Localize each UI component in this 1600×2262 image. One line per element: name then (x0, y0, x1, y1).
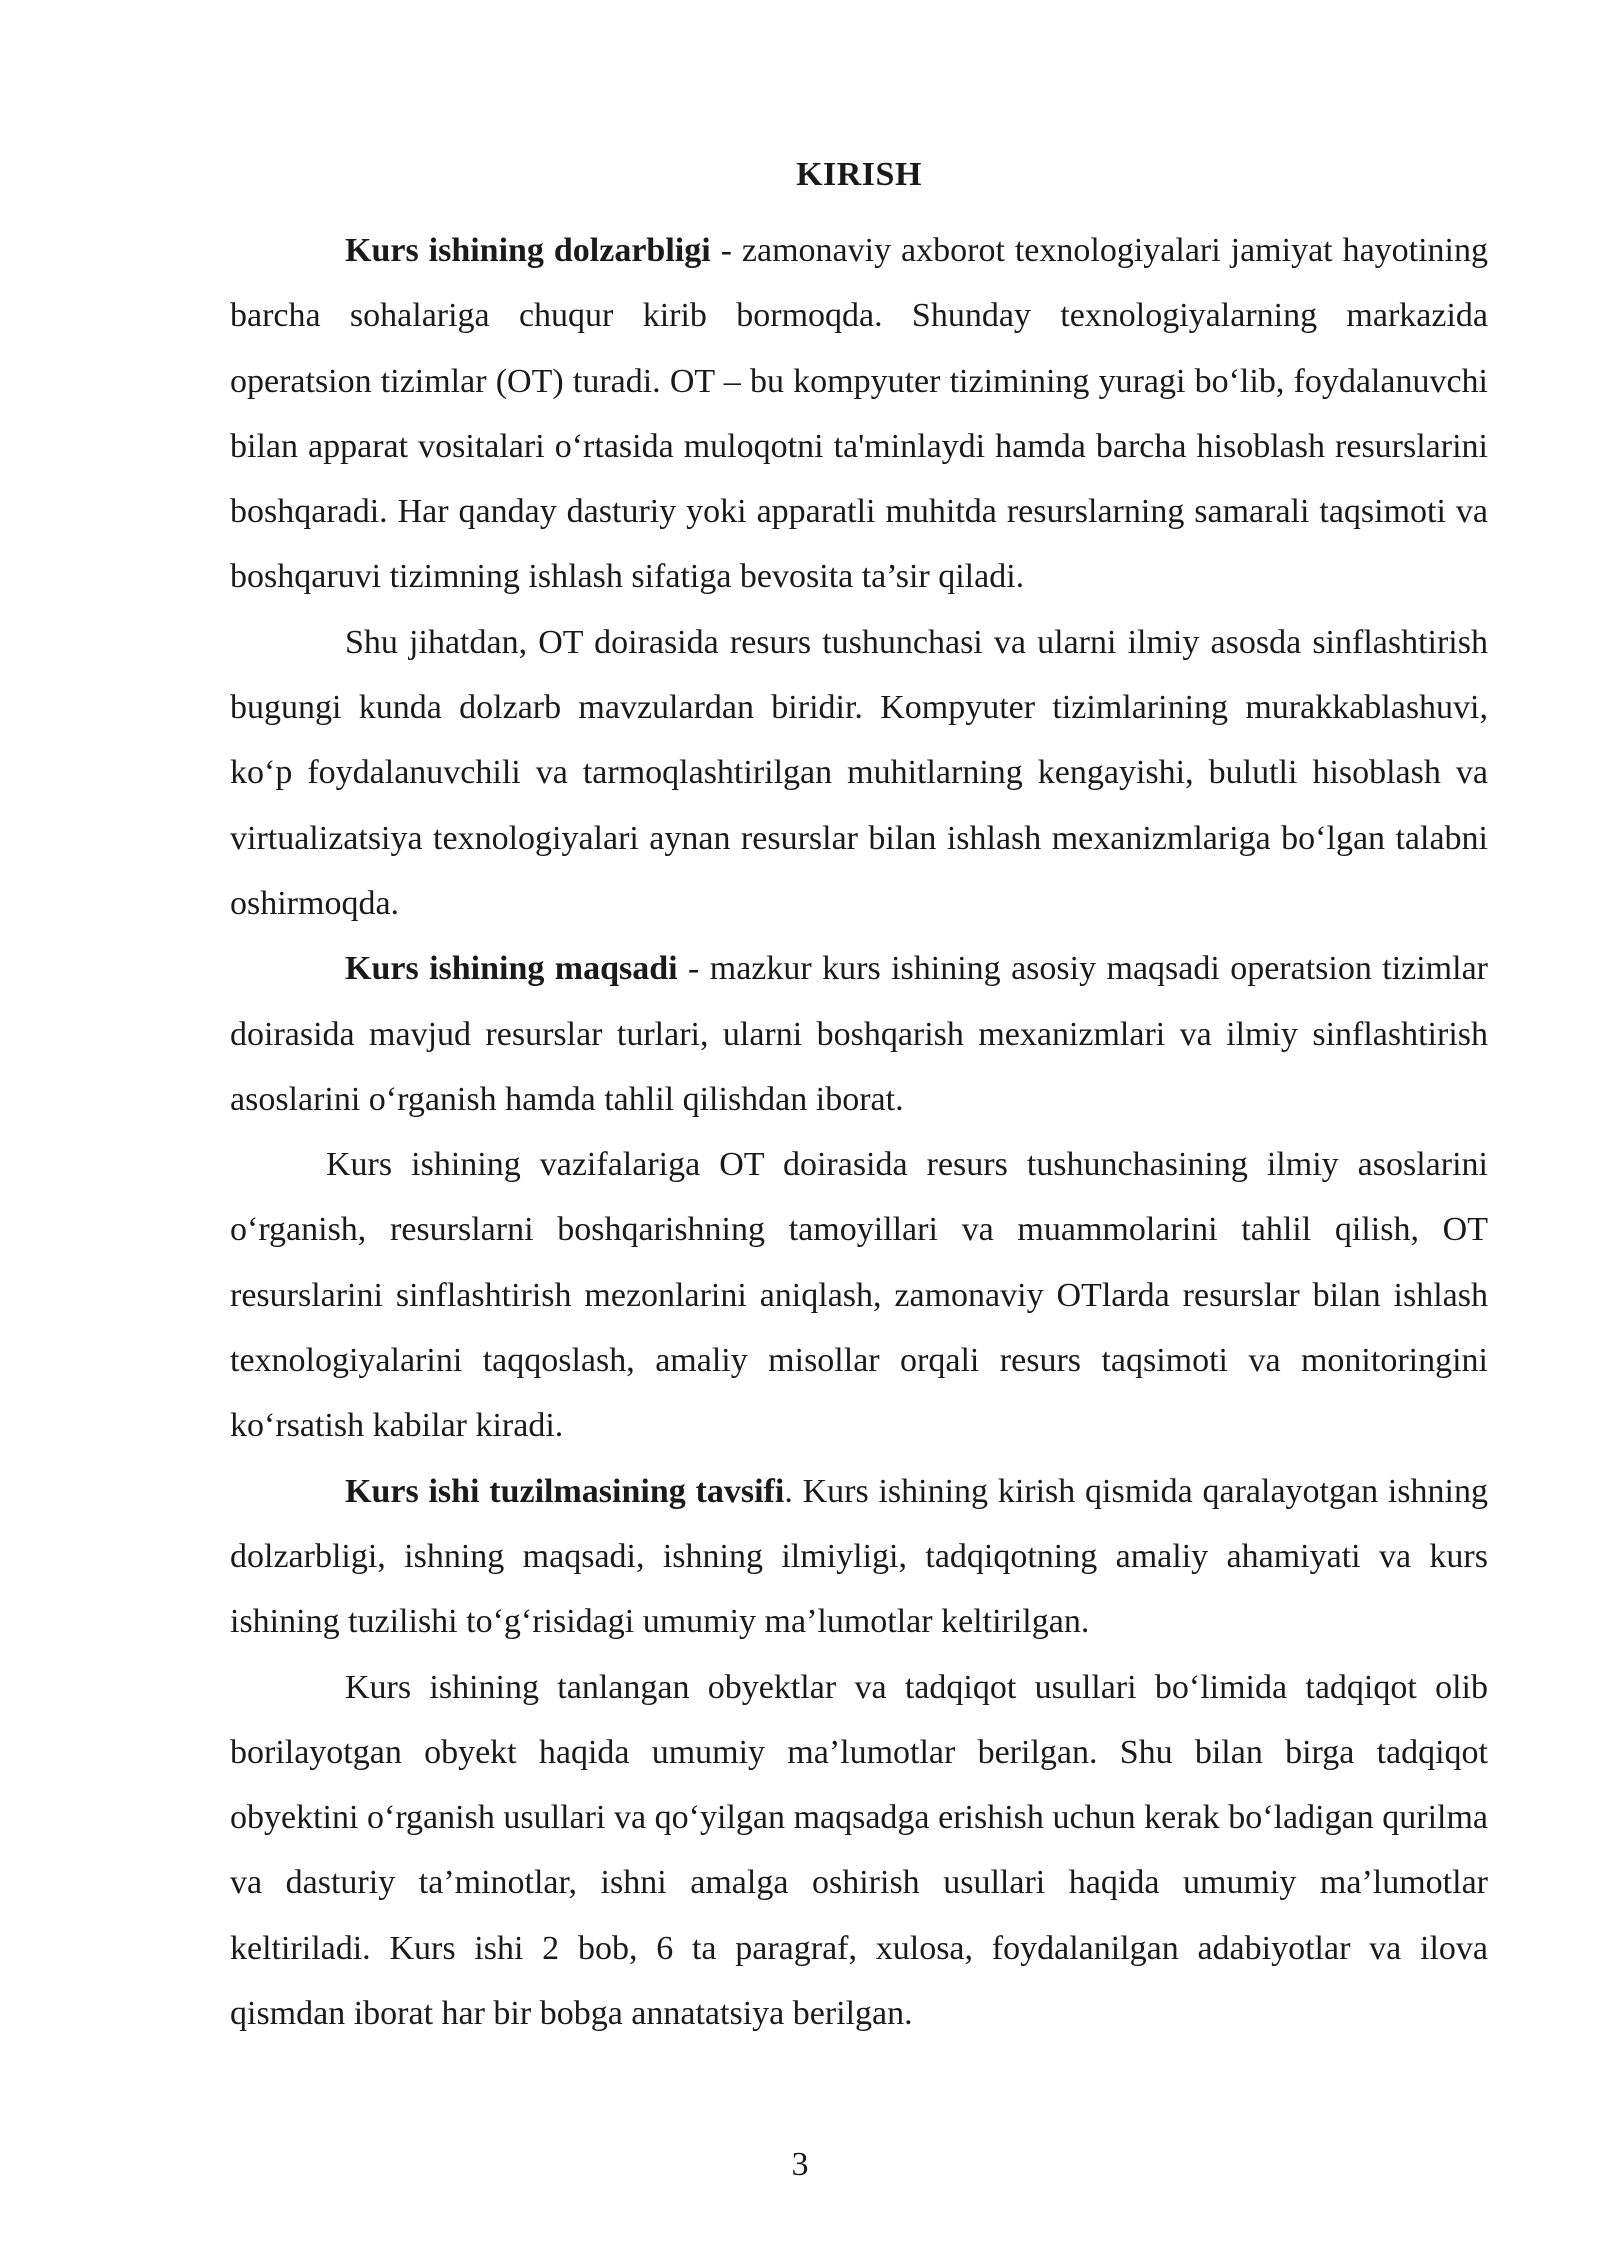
paragraph-text: - zamonaviy axborot texnologiyalari jamiyat hayotining barcha sohalariga chuqur kirib bormoqda. Shunday texnologiyalarning markazida operatsion tizimlar (OT) turadi. OT – bu kompyuter tizimining yuragi bo‘lib, foydalanuvchi bilan apparat vositalari o‘rtasida muloqotni ta'minlaydi hamda barcha hisoblash resurslarini boshqaradi. Har qanday dasturiy yoki apparatli muhitda resurslarning samarali taqsimoti va boshqaruvi tizimning ishlash sifatiga bevosita ta’sir qiladi. (230, 232, 1488, 596)
paragraph-methods: Kurs ishining tanlangan obyektlar va tadqiqot usullari bo‘limida tadqiqot olib borilayotgan obyekt haqida umumiy ma’lumotlar berilgan. Shu bilan birga tadqiqot obyektini o‘rganish usullari va qo‘yilgan maqsadga erishish uchun kerak bo‘ladigan qurilma va dasturiy ta’minotlar, ishni amalga oshirish usullari haqida umumiy ma’lumotlar keltiriladi. Kurs ishi 2 bob, 6 ta paragraf, xulosa, foydalanilgan adabiyotlar va ilova qismdan iborat har bir bobga annatatsiya berilgan. (230, 1668, 1488, 2033)
paragraph-text: - mazkur kurs ishining asosiy maqsadi operatsion tizimlar doirasida mavjud resurslar turlari, ularni boshqarish mexanizmlari va ilmiy sinflashtirish asoslarini o‘rganish hamda tahlil qilishdan iborat. (230, 950, 1488, 1118)
page-number: 3 (791, 2146, 809, 2183)
paragraph-lead: Kurs ishi tuzilmasining tavsifi (345, 1472, 785, 1510)
paragraph-text: . Kurs ishining kirish qismida qaralayotgan ishning dolzarbligi, ishning maqsadi, ishning ilmiyligi, tadqiqotning amaliy ahamiyati va kurs ishining tuzilishi to‘g‘risidagi umumiy ma’lumotlar keltirilgan. (230, 1472, 1488, 1641)
paragraph-relevance (230, 218, 1488, 610)
paragraph-structure (230, 1459, 1488, 1655)
page-content (230, 150, 1488, 2046)
paragraph-lead: Kurs ishining dolzarbligi (345, 232, 711, 269)
paragraph-tasks: Kurs ishining vazifalariga OT doirasida resurs tushunchasining ilmiy asoslarini o‘rganish, resurslarni boshqarishning tamoyillari va muammolarini tahlil qilish, OT resurslarini sinflashtirish mezonlarini aniqlash, zamonaviy OTlarda resurslar bilan ishlash texnologiyalarini taqqoslash, amaliy misollar orqali resurs taqsimoti va monitoringini ko‘rsatish kabilar kiradi. (230, 1146, 1488, 1445)
paragraph-lead: Kurs ishining maqsadi (345, 950, 678, 988)
section-title: KIRISH (796, 156, 922, 193)
paragraph-goal (230, 936, 1488, 1132)
paragraph-context: Shu jihatdan, OT doirasida resurs tushunchasi va ularni ilmiy asosda sinflashtirish bugungi kunda dolzarb mavzulardan biridir. Kompyuter tizimlarining murakkablashuvi, ko‘p foydalanuvchili va tarmoqlashtirilgan muhitlarning kengayishi, bulutli hisoblash va virtualizatsiya texnologiyalari aynan resurslar bilan ishlash mexanizmlariga bo‘lgan talabni oshirmoqda. (230, 623, 1488, 922)
